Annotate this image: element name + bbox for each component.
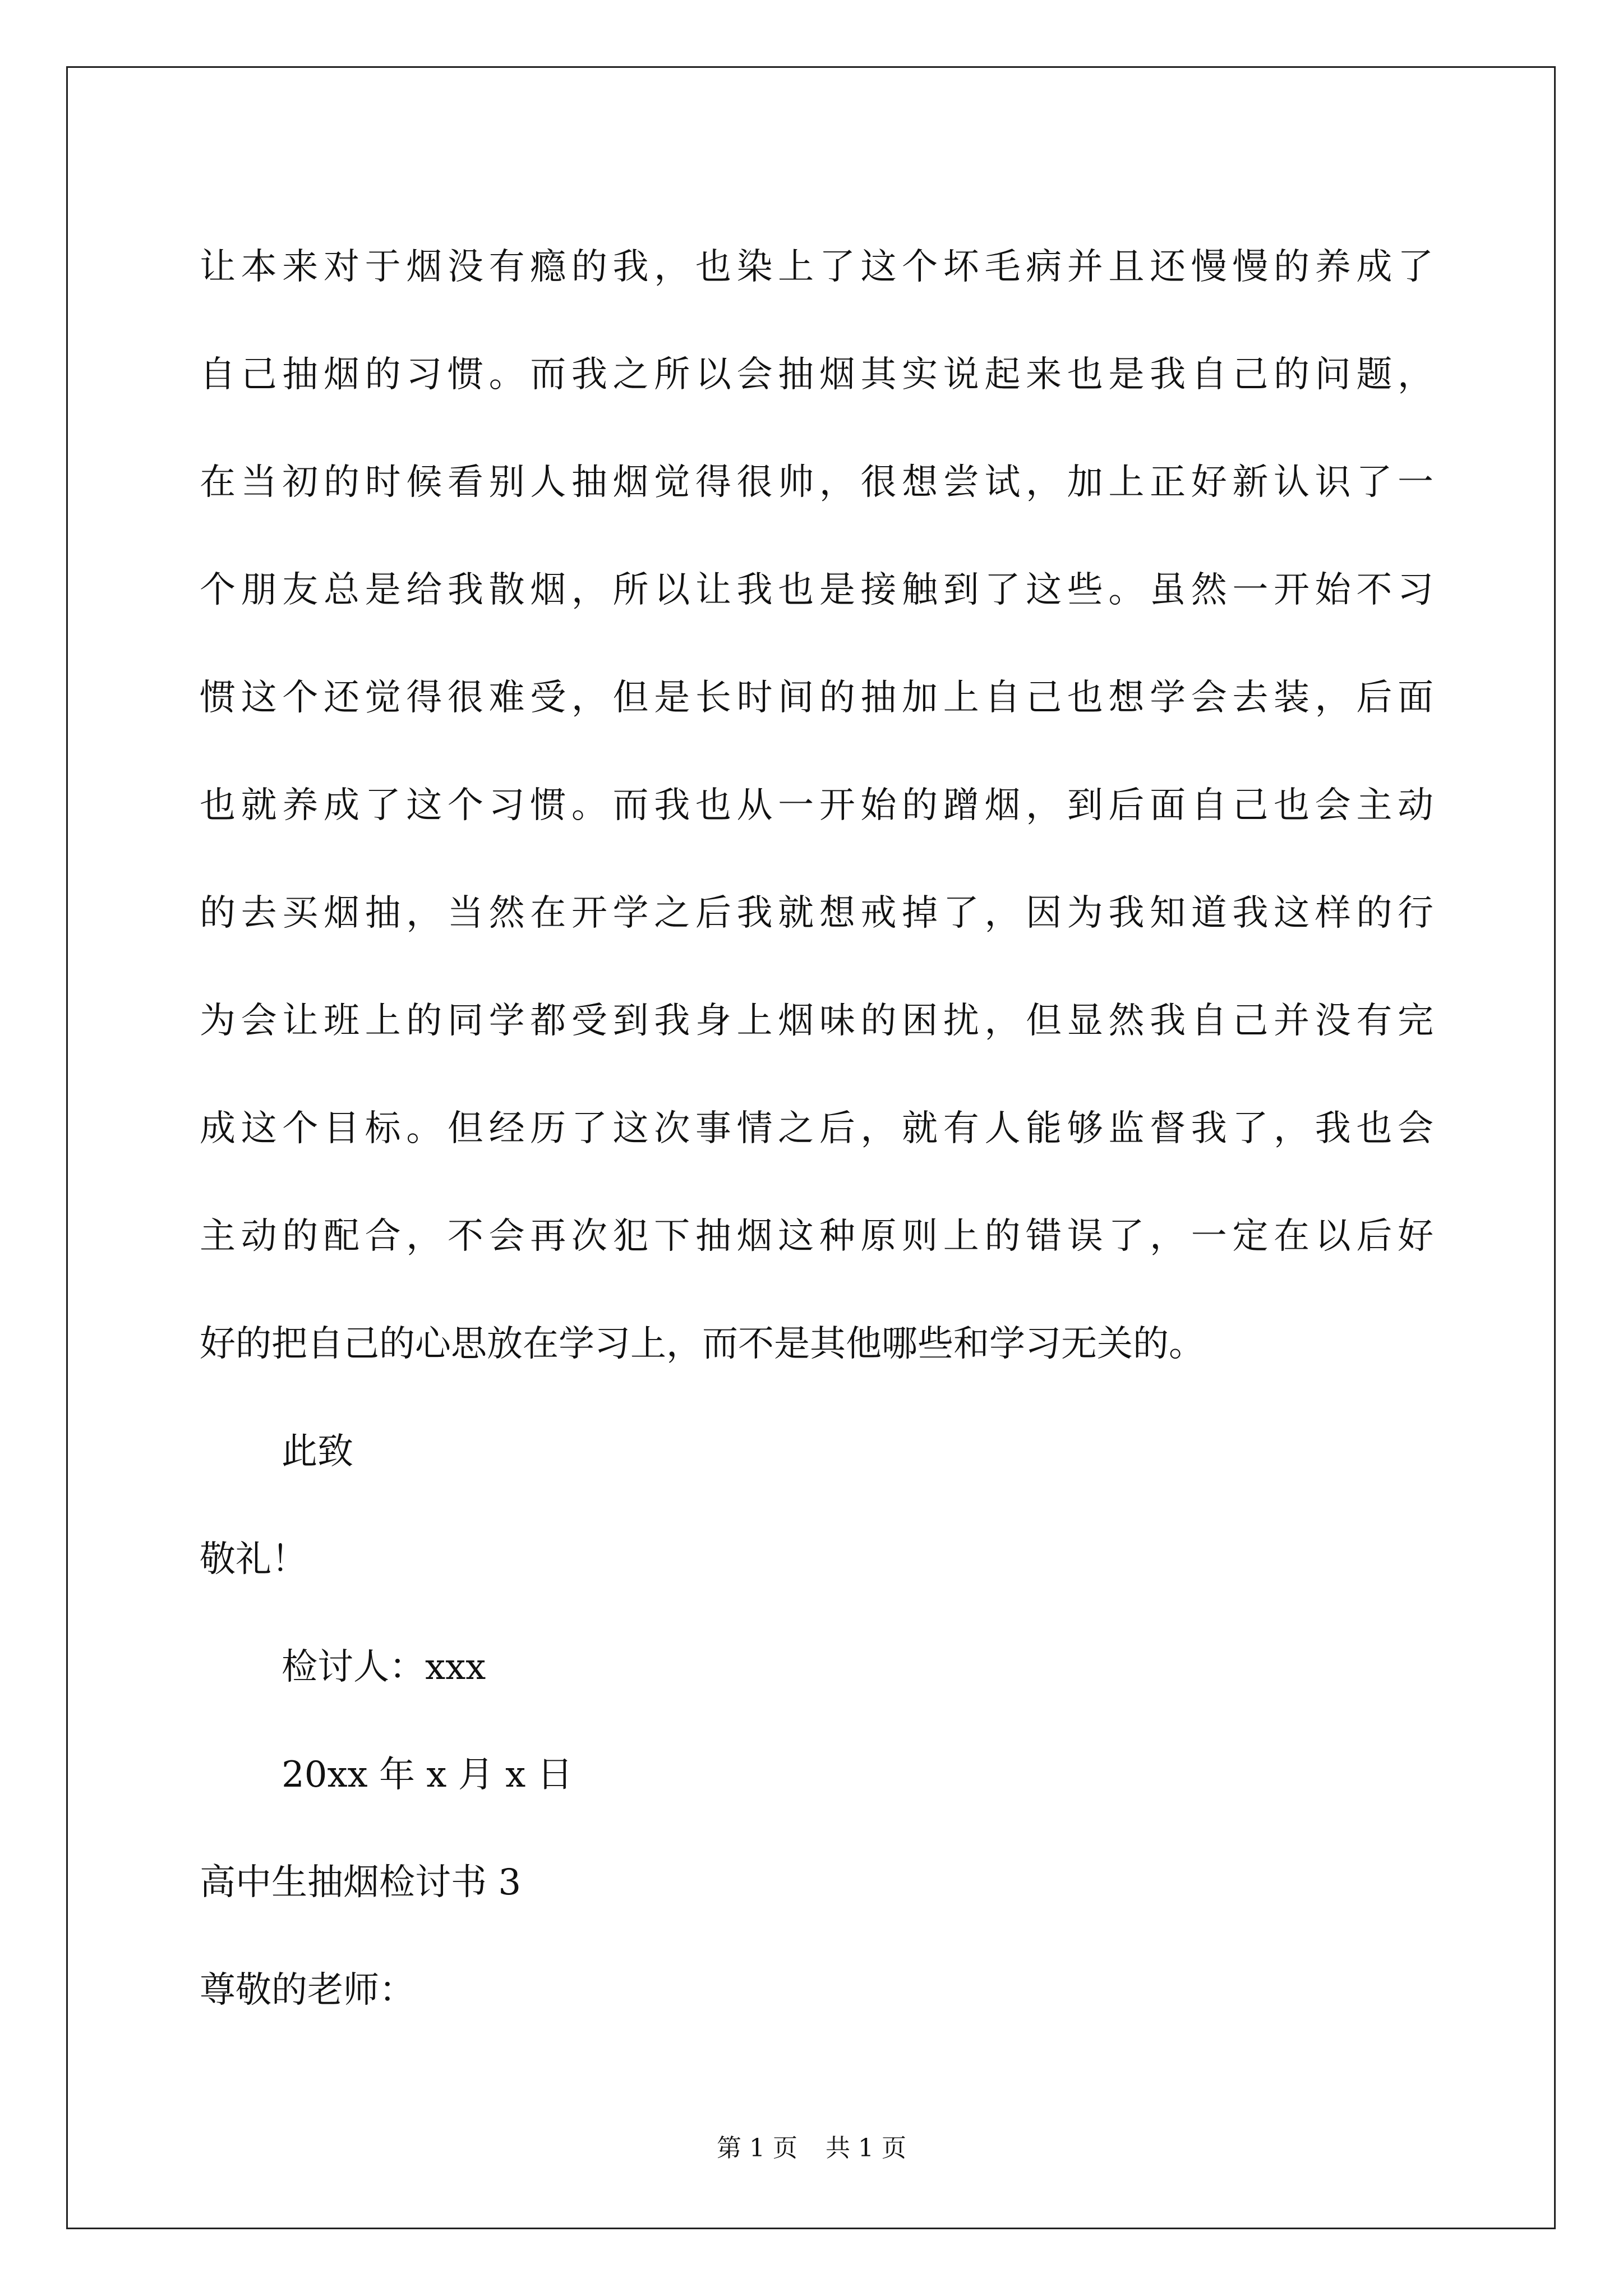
greeting-line: 尊敬的老师： bbox=[200, 1970, 415, 2011]
paragraph-line: 的去买烟抽，当然在开学之后我就想戒掉了，因为我知道我这样的行 bbox=[200, 892, 1433, 934]
paragraph-line: 个朋友总是给我散烟，所以让我也是接触到了这些。虽然一开始不习 bbox=[200, 569, 1433, 611]
paragraph-line: 惯这个还觉得很难受，但是长时间的抽加上自己也想学会去装，后面 bbox=[200, 677, 1433, 719]
paragraph-last-line: 好的把自己的心思放在学习上，而不是其他哪些和学习无关的。 bbox=[200, 1323, 1205, 1365]
salute-text: 敬礼！ bbox=[200, 1539, 307, 1580]
paragraph-line: 主动的配合，不会再次犯下抽烟这种原则上的错误了，一定在以后好 bbox=[200, 1216, 1433, 1257]
page-footer bbox=[0, 2132, 1623, 2165]
document-body bbox=[200, 213, 1433, 2044]
page-number: 第 1 页 bbox=[717, 2134, 797, 2162]
paragraph-line: 也就养成了这个习惯。而我也从一开始的蹭烟，到后面自己也会主动 bbox=[200, 785, 1433, 826]
page-total: 共 1 页 bbox=[826, 2134, 906, 2162]
paragraph-line: 让本来对于烟没有瘾的我，也染上了这个坏毛病并且还慢慢的养成了 bbox=[200, 246, 1433, 288]
paragraph-line: 成这个目标。但经历了这次事情之后，就有人能够监督我了，我也会 bbox=[200, 1108, 1433, 1149]
date-line: 20xx 年 x 月 x 日 bbox=[282, 1754, 573, 1796]
closing-text: 此致 bbox=[282, 1431, 353, 1473]
paragraph-line: 在当初的时候看别人抽烟觉得很帅，很想尝试，加上正好新认识了一 bbox=[200, 462, 1433, 503]
signer-line: 检讨人：xxx bbox=[282, 1646, 486, 1688]
section-title: 高中生抽烟检讨书 3 bbox=[200, 1862, 522, 1903]
paragraph-line: 自己抽烟的习惯。而我之所以会抽烟其实说起来也是我自己的问题， bbox=[200, 354, 1433, 395]
paragraph-line: 为会让班上的同学都受到我身上烟味的困扰，但显然我自己并没有完 bbox=[200, 1000, 1433, 1042]
